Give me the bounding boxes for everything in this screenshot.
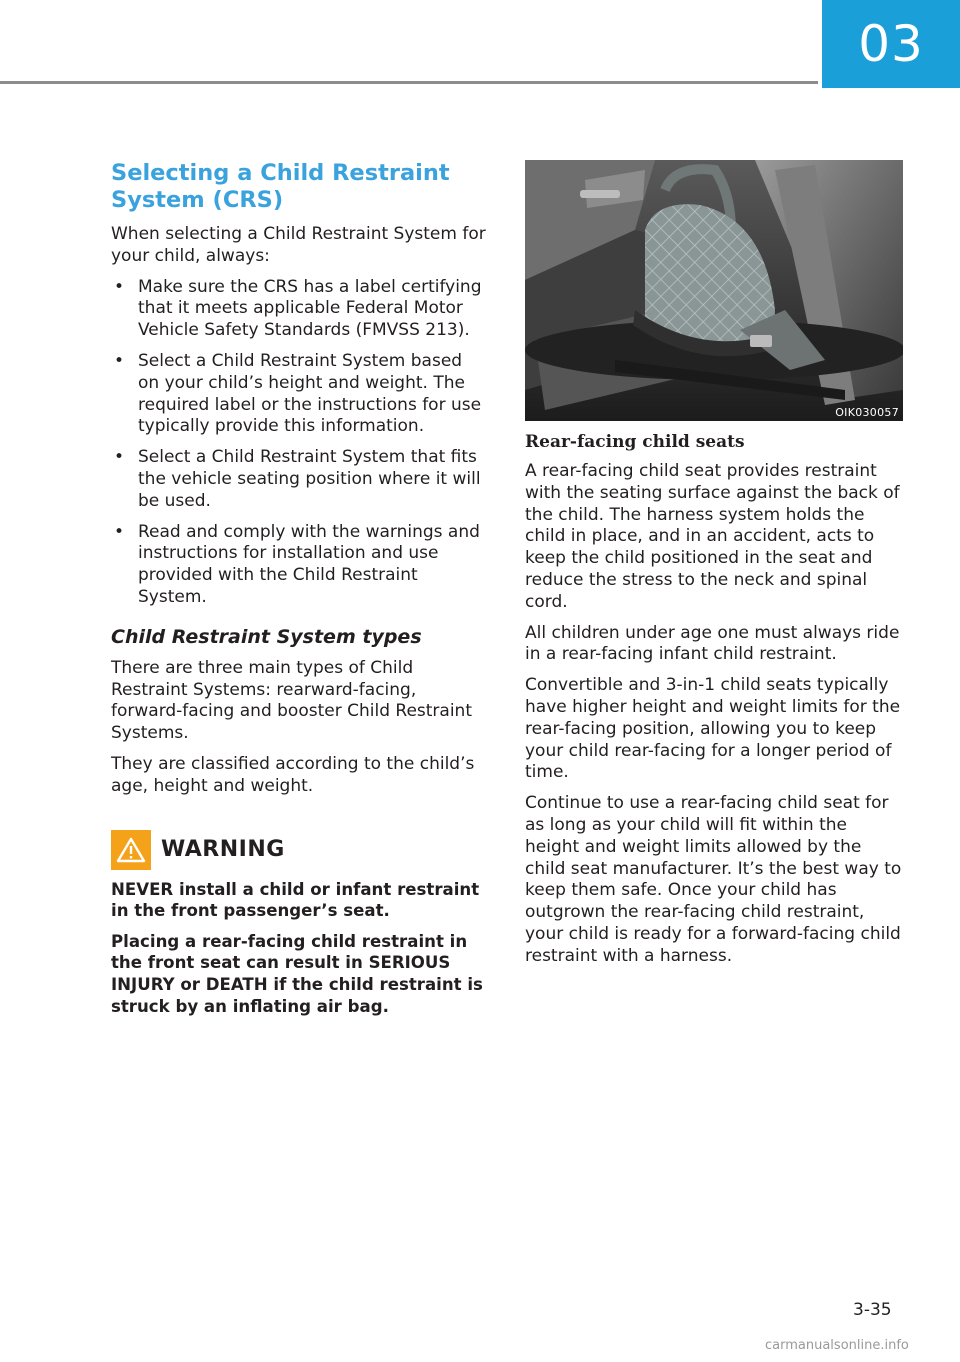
warning-text-1: NEVER install a child or infant restraint in the front passenger’s seat. (111, 879, 480, 921)
warning-text-2: Placing a rear-facing child restraint in the front seat can result in SERIOUS INJURY or DEATH if the child restraint is struck by an inflating air bag. (111, 931, 483, 1016)
bullet-icon: • (114, 276, 125, 297)
section-heading: Selecting a Child Restraint System (CRS) (111, 160, 450, 213)
right-column (525, 160, 903, 977)
rear-facing-child-seat-illustration (525, 160, 903, 421)
rear-facing-paragraph-1: A rear-facing child seat provides restraint with the seating surface against the back of the child. The harness system holds the child in place, and in an accident, acts to keep the child positioned in the seat and reduce the stress to the neck and spinal cord. (525, 461, 900, 612)
figure-code: OIK030057 (835, 406, 899, 419)
subsection-heading: Child Restraint System types (111, 625, 422, 648)
chapter-tab: 03 (822, 0, 960, 88)
bullet-icon: • (114, 447, 125, 468)
header-rule (0, 81, 818, 84)
list-item: • Read and comply with the warnings and instructions for installation and use provided with the Child Restraint System. (114, 521, 480, 607)
list-item: • Select a Child Restraint System based on your child’s height and weight. The required label or the instructions for use typically provide this information. (114, 350, 482, 437)
rear-facing-heading: Rear-facing child seats (525, 432, 745, 452)
bullet-list (111, 277, 486, 609)
page-number: 3-35 (853, 1300, 892, 1320)
bullet-icon: • (114, 521, 125, 542)
classification-paragraph: They are classified according to the child’s age, height and weight. (111, 753, 475, 796)
types-paragraph: There are three main types of Child Restraint Systems: rearward-facing, forward-facing and booster Child Restraint Systems. (111, 657, 472, 744)
warning-header (111, 830, 486, 870)
rear-facing-paragraph-4: Continue to use a rear-facing child seat for as long as your child will fit within the height and weight limits allowed by the child seat manufacturer. It’s the best way to keep them safe. Once your child has outgrown the rear-facing child restraint, your child is ready for a forward-facing child restraint with a harness. (525, 793, 902, 966)
rear-facing-paragraph-2: All children under age one must always ride in a rear-facing infant child restraint. (525, 622, 900, 665)
left-column (111, 160, 486, 1026)
bullet-icon: • (114, 350, 125, 371)
watermark: carmanualsonline.info (765, 1338, 909, 1353)
warning-box (111, 830, 486, 1018)
rear-facing-paragraph-3: Convertible and 3-in-1 child seats typically have higher height and weight limits for the rear-facing position, allowing you to keep your child rear-facing for a longer period of time. (525, 675, 901, 783)
list-item: • Select a Child Restraint System that fits the vehicle seating position where it will be used. (114, 447, 481, 511)
intro-paragraph: When selecting a Child Restraint System for your child, always: (111, 224, 486, 266)
list-item: • Make sure the CRS has a label certifying that it meets applicable Federal Motor Vehicle Safety Standards (FMVSS 213). (114, 276, 482, 341)
warning-triangle-icon (111, 830, 151, 870)
warning-title: WARNING (161, 837, 285, 863)
